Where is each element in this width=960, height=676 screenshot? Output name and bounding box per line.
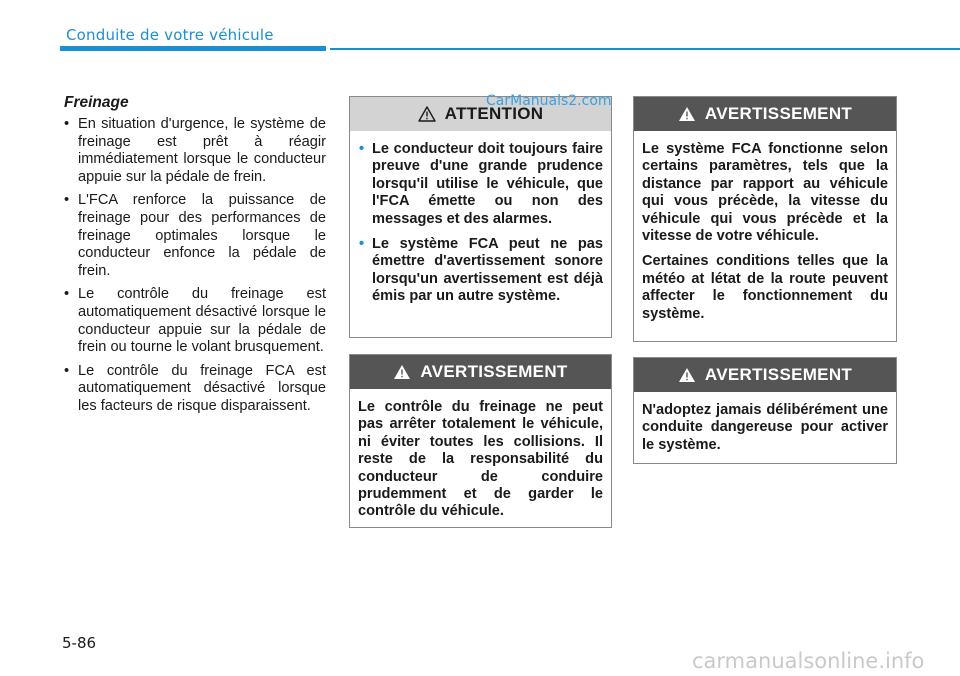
warning-text: Certaines conditions telles que la météo at létat de la route peuvent affecter le fonctionnement du système. — [642, 253, 888, 322]
warning-box-middle — [349, 354, 612, 528]
footer-watermark: carmanualsonline.info — [692, 649, 925, 673]
list-item: • Le conducteur doit toujours faire preuve d'une grande prudence lorsqu'il utilise le véhicule, que l'FCA émette ou non des messages et des alarmes. — [358, 141, 603, 228]
list-item: • Le contrôle du freinage est automatiquement désactivé lorsque le conducteur appuie sur la pédale de frein ou tourne le volant brusquement. — [64, 286, 326, 356]
warning-body — [350, 389, 611, 531]
header-rule-thin — [330, 48, 960, 50]
attention-title: ATTENTION — [444, 104, 544, 123]
warning-header — [634, 97, 896, 131]
left-column — [64, 94, 326, 422]
warning-header — [634, 358, 896, 392]
section-title: Conduite de votre véhicule — [66, 26, 274, 44]
attention-body — [350, 131, 611, 324]
list-item: • En situation d'urgence, le système de freinage est prêt à réagir immédiatement lorsque le conducteur appuie sur la pédale de frein. — [64, 116, 326, 186]
warning-title: AVERTISSEMENT — [704, 104, 853, 123]
warning-box-right-bottom — [633, 357, 897, 464]
warning-title: AVERTISSEMENT — [704, 365, 853, 384]
header-rule-thick — [60, 46, 326, 51]
watermark-link[interactable]: CarManuals2.com — [486, 93, 612, 109]
warning-box-right-top — [633, 96, 897, 342]
warning-header — [350, 355, 611, 389]
list-item: • Le contrôle du freinage FCA est automatiquement désactivé lorsque les facteurs de risque disparaissent. — [64, 363, 326, 416]
warning-triangle-icon — [678, 106, 696, 122]
bullet-list — [64, 116, 326, 416]
warning-body — [634, 392, 896, 464]
warning-triangle-icon — [678, 367, 696, 383]
warning-text: N'adoptez jamais délibérément une conduite dangereuse pour activer le système. — [642, 402, 888, 453]
page-number: 5-86 — [62, 634, 97, 652]
warning-title: AVERTISSEMENT — [420, 362, 568, 381]
warning-triangle-icon — [418, 106, 436, 122]
warning-triangle-icon — [393, 364, 411, 380]
subheading: Freinage — [64, 94, 129, 111]
list-item: • L'FCA renforce la puissance de freinage pour des performances de freinage optimales lorsque le conducteur enfonce la pédale de frein. — [64, 192, 326, 280]
list-item: • Le système FCA peut ne pas émettre d'avertissement sonore lorsqu'un avertissement est déjà émis par un autre système. — [358, 236, 603, 306]
attention-box — [349, 96, 612, 338]
warning-text: Le contrôle du freinage ne peut pas arrêter totalement le véhicule, ni éviter toutes les collisions. Il reste de la responsabilité du conducteur de conduire prudemment et de garder le contrôle du véhicule. — [358, 399, 603, 520]
warning-body — [634, 131, 896, 333]
warning-text: Le système FCA fonctionne selon certains paramètres, tels que la distance par rapport au véhicule qui vous précède, la vitesse du véhicule qui vous précède et la vitesse de votre véhicule. — [642, 141, 888, 245]
